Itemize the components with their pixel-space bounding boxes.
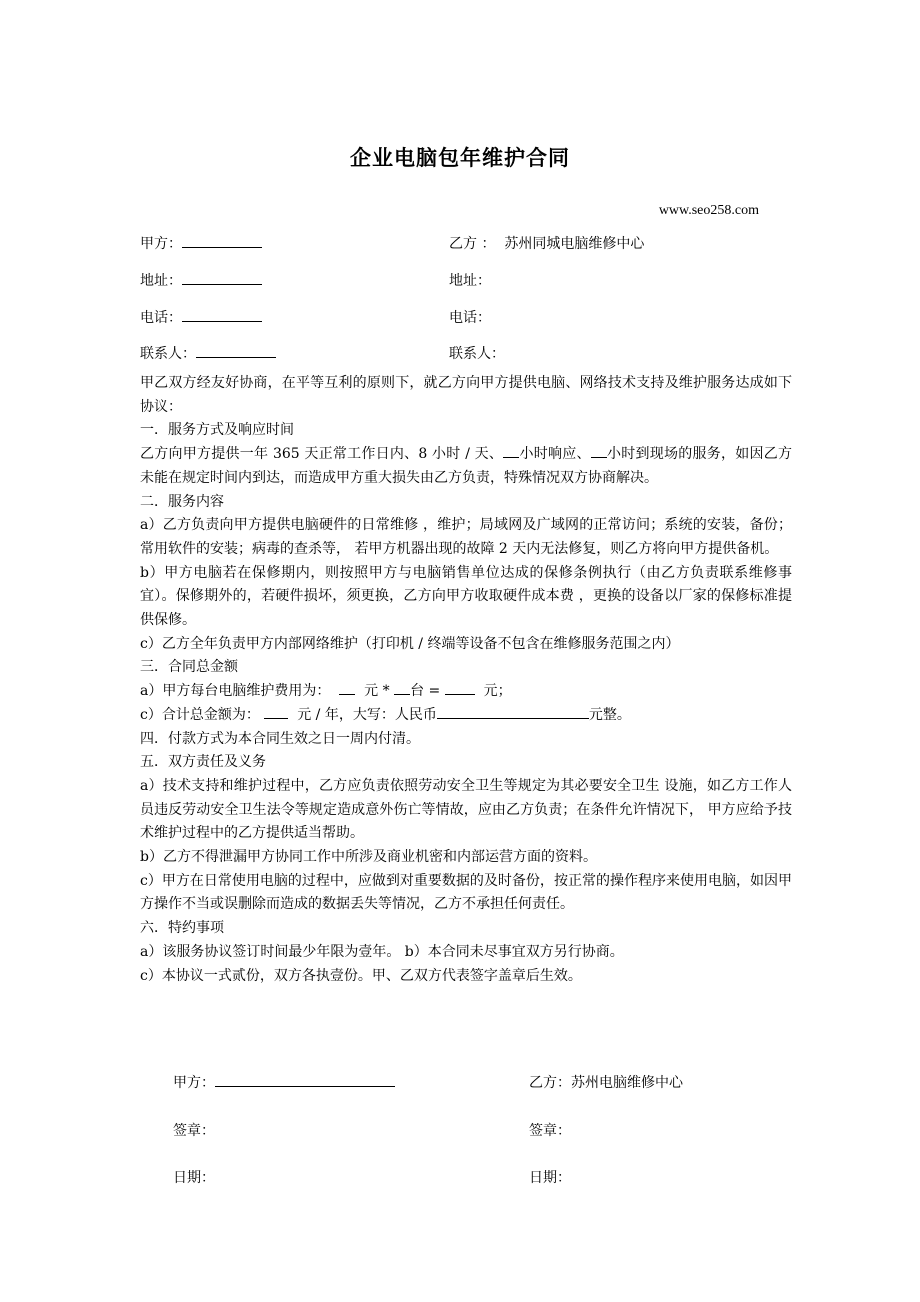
section-3-item-c — [140, 704, 792, 728]
section-1-text — [140, 443, 792, 490]
section-2-item-b: b）甲方电脑若在保修期内，则按照甲方与电脑销售单位达成的保修条例执行（由乙方负责联系维修事宜）。保修期外的，若硬件损坏，须更换，乙方向甲方收取硬件成本费 ，更换的设备以厂家的保修标准提供保修。 — [140, 564, 792, 629]
annual-total-blank — [264, 706, 288, 719]
section-5-item-c: c）甲方在日常使用电脑的过程中，应做到对重要数据的及时备份，按正常的操作程序来使用电脑，如因甲方操作不当或误删除而造成的数据丢失等情况，乙方不承担任何责任。 — [140, 872, 792, 913]
party-a-contact-label: 联系人： — [140, 346, 196, 362]
section-6-item-c: c）本协议一式贰份，双方各执壹份。甲、乙双方代表签字盖章后生效。 — [140, 967, 582, 984]
section-5-heading: 五．双方责任及义务 — [140, 754, 266, 771]
party-b-contact-row — [449, 343, 505, 363]
website-url: www.seo258.com — [658, 203, 759, 218]
section-5-item-b: b）乙方不得泄漏甲方协同工作中所涉及商业机密和内部运营方面的资料。 — [140, 849, 597, 866]
party-a-address-label: 地址： — [140, 273, 182, 289]
party-b-address-label: 地址： — [449, 273, 491, 289]
date-party-b: 日期： — [529, 1170, 571, 1186]
signature-party-b — [529, 1072, 683, 1092]
section-2-item-a: a）乙方负责向甲方提供电脑硬件的日常维修 ，维护；局域网及广域网的正常访问；系统的安装，备份；常用软件的安装；病毒的查杀等， 若甲方机器出现的故障 2 天内无法修复，则乙方将向甲方提供备机。 — [140, 517, 792, 557]
party-a-label: 甲方： — [140, 236, 182, 252]
section-5-item-a: a）技术支持和维护过程中，乙方应负责依照劳动安全卫生等规定为其必要安全卫生 设施，如乙方工作人员违反劳动安全卫生法令等规定造成意外伤亡等情故，应由乙方负责；在条件允许情况下， 甲方应给予技术维护过程中的乙方提供适当帮助。 — [140, 777, 792, 842]
computer-count-blank — [394, 682, 410, 695]
s3c-mid: 元 / 年，大写：人民币 — [297, 706, 437, 723]
party-b-label: 乙方 ： — [449, 236, 496, 252]
s1-text-part2: 小时响应、 — [519, 446, 591, 463]
s3a-end: 元； — [483, 683, 512, 700]
section-6-item-ab: a）该服务协议签订时间最少年限为壹年。 b）本合同未尽事宜双方另行协商。 — [140, 943, 624, 960]
party-b-row — [449, 233, 644, 253]
section-3-item-a — [140, 680, 792, 704]
section-2-item-c: c）乙方全年负责甲方内部网络维护（打印机 / 终端等设备不包含在维修服务范围之内） — [140, 635, 680, 652]
section-1-heading: 一．服务方式及响应时间 — [140, 422, 294, 439]
s1-text-part3: 小时到现场的服务，如因乙方未能在规定时间内到达，而造成甲方重大损失由乙方负责，特殊情况双方协商解决。 — [140, 446, 793, 486]
party-a-address-row — [140, 270, 262, 290]
seal-party-b: 签章： — [529, 1123, 571, 1139]
party-a-phone-label: 电话： — [140, 310, 182, 326]
amount-in-words-blank — [437, 706, 589, 719]
unit-fee-blank — [339, 682, 355, 695]
party-a-contact-blank — [196, 343, 276, 358]
contract-title: 企业电脑包年维护合同 — [350, 146, 570, 170]
signature-party-b-name: 苏州电脑维修中心 — [571, 1075, 683, 1091]
party-a-address-blank — [182, 270, 262, 285]
subtotal-blank — [445, 682, 475, 695]
section-3-heading: 三．合同总金额 — [140, 659, 238, 676]
party-a-blank — [182, 233, 262, 248]
s3c-end: 元整。 — [588, 706, 631, 723]
s3a-label: a）甲方每台电脑维护费用为： — [140, 683, 331, 700]
s3a-count-unit: 台 = — [410, 683, 441, 700]
onsite-hours-blank — [591, 445, 607, 458]
seal-party-a: 签章： — [173, 1123, 215, 1139]
response-hours-blank — [503, 445, 519, 458]
party-b-contact-label: 联系人： — [449, 346, 505, 362]
contract-body — [140, 372, 792, 988]
signature-party-a-blank — [215, 1072, 395, 1087]
intro-paragraph: 甲乙双方经友好协商，在平等互利的原则下，就乙方向甲方提供电脑、网络技术支持及维护服务达成如下协议： — [140, 375, 792, 415]
party-a-contact-row — [140, 343, 276, 363]
signature-party-a — [173, 1072, 395, 1092]
party-b-phone-label: 电话： — [449, 310, 491, 326]
party-b-name: 苏州同城电脑维修中心 — [504, 236, 645, 252]
party-a-phone-row — [140, 307, 262, 327]
party-a-row — [140, 233, 262, 253]
section-6-heading: 六．特约事项 — [140, 920, 224, 937]
signature-party-b-label: 乙方： — [529, 1075, 571, 1091]
section-4-heading: 四．付款方式为本合同生效之日一周内付清。 — [140, 730, 420, 747]
signature-party-a-label: 甲方： — [173, 1075, 215, 1091]
s3a-unit: 元 * — [364, 683, 390, 700]
s1-text-part1: 乙方向甲方提供一年 365 天正常工作日内、8 小时 / 天、 — [140, 446, 504, 463]
party-b-phone-row — [449, 307, 491, 327]
date-party-a: 日期： — [173, 1170, 215, 1186]
party-b-address-row — [449, 270, 491, 290]
s3c-label: c）合计总金额为： — [140, 706, 260, 723]
party-a-phone-blank — [182, 307, 262, 322]
section-2-heading: 二．服务内容 — [140, 493, 224, 510]
